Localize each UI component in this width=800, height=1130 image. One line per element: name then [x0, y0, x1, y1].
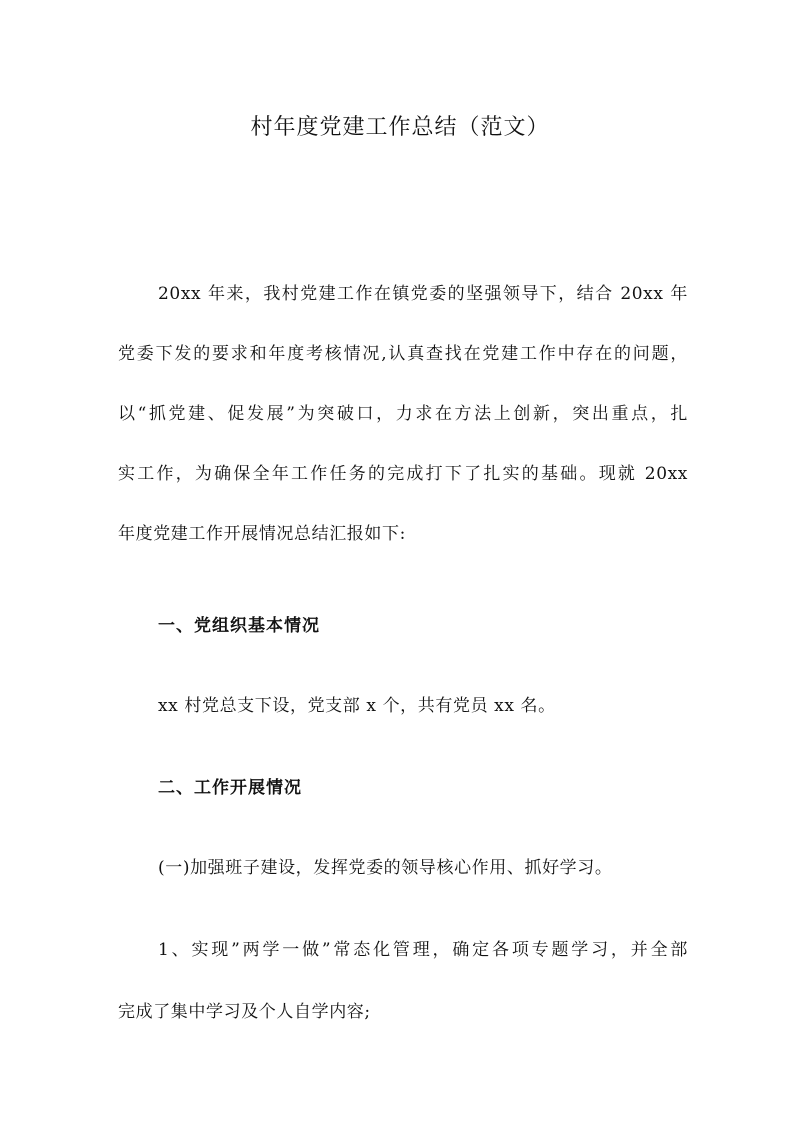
document-title: 村年度党建工作总结（范文） — [250, 115, 550, 140]
section-1-heading: 一、党组织基本情况 — [158, 616, 320, 636]
section-2-subheading: (一)加强班子建设，发挥党委的领导核心作用、抓好学习。 — [158, 858, 613, 878]
item-1-line-2: 完成了集中学习及个人自学内容; — [118, 1002, 371, 1022]
intro-line-1: 20xx 年来，我村党建工作在镇党委的坚强领导下，结合 20xx 年 — [158, 284, 688, 304]
intro-line-4: 实工作，为确保全年工作任务的完成打下了扎实的基础。现就 20xx — [118, 464, 688, 484]
intro-line-3: 以“抓党建、促发展”为突破口，力求在方法上创新，突出重点，扎 — [118, 404, 688, 424]
intro-line-2: 党委下发的要求和年度考核情况,认真查找在党建工作中存在的问题， — [118, 344, 688, 364]
section-1-body: xx 村党总支下设，党支部 x 个，共有党员 xx 名。 — [158, 696, 556, 716]
section-2-heading: 二、工作开展情况 — [158, 778, 302, 798]
intro-line-5: 年度党建工作开展情况总结汇报如下: — [118, 524, 406, 544]
item-1-line-1: 1、实现”两学一做”常态化管理，确定各项专题学习，并全部 — [158, 940, 688, 960]
